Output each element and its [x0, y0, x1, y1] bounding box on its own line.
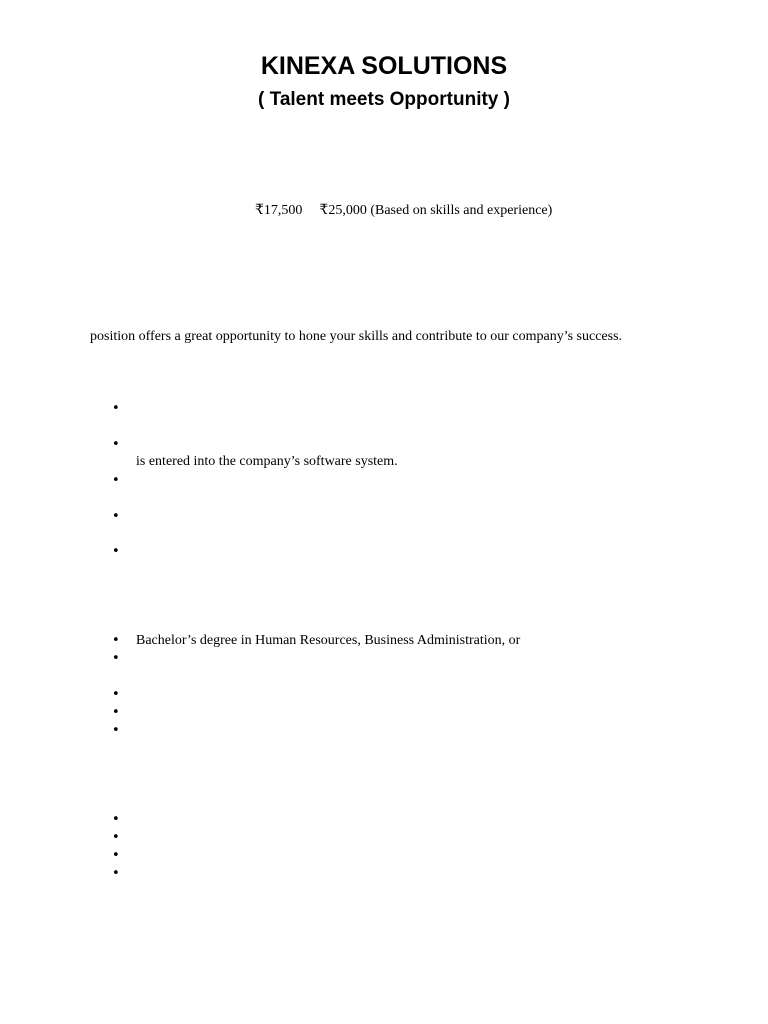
bullet-marker: •	[112, 633, 120, 648]
salary-note: (Based on skills and experience)	[370, 203, 553, 218]
bullet-marker: •	[112, 509, 120, 524]
qualification-item-text: Bachelor’s degree in Human Resources, Business Administration, or	[136, 633, 521, 648]
intro-text: position offers a great opportunity to hone your skills and contribute to our company’s success.	[90, 329, 623, 344]
bullet-marker: •	[112, 401, 120, 416]
bullet-marker: •	[112, 473, 120, 488]
bullet-marker: •	[112, 830, 120, 845]
salary-line	[255, 202, 552, 220]
bullet-marker: •	[112, 687, 120, 702]
bullet-marker: •	[112, 812, 120, 827]
bullet-marker: •	[112, 705, 120, 720]
bullet-marker: •	[112, 723, 120, 738]
company-tagline: ( Talent meets Opportunity )	[258, 89, 510, 110]
bullet-marker: •	[112, 866, 120, 881]
bullet-marker: •	[112, 651, 120, 666]
bullet-marker: •	[112, 437, 120, 452]
bullet-marker: •	[112, 544, 120, 559]
salary-max: ₹25,000	[319, 203, 367, 218]
company-name: KINEXA SOLUTIONS	[260, 52, 508, 80]
salary-min: ₹17,500	[255, 203, 303, 218]
responsibility-item-text: is entered into the company’s software system.	[136, 454, 398, 469]
bullet-marker: •	[112, 848, 120, 863]
